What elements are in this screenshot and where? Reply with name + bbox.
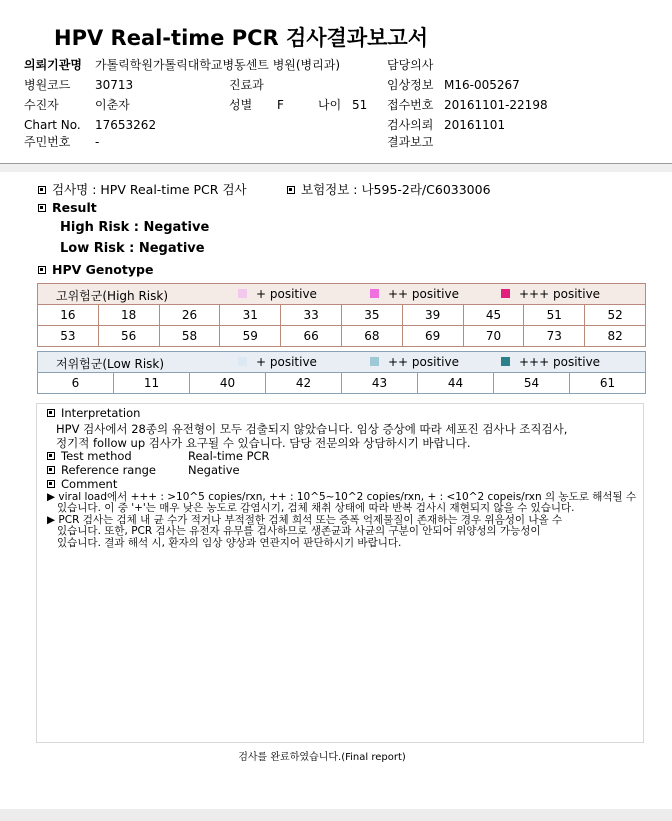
- method-label: Test method: [61, 449, 132, 463]
- report-title: HPV Real-time PCR 검사결과보고서: [54, 26, 428, 50]
- reference-label: Reference range: [61, 463, 157, 477]
- interpretation-line-1: HPV 검사에서 28종의 유전형이 모두 검출되지 않았습니다. 임상 증상에 따라 세포진 검사나 조직검사,: [56, 422, 568, 436]
- patient-label: 수진자: [24, 98, 59, 112]
- result-heading: Result: [52, 200, 97, 215]
- receipt-value: 20161101-22198: [444, 98, 548, 112]
- interpretation-heading: Interpretation: [61, 406, 141, 420]
- genotype-cell: 31: [220, 305, 281, 326]
- genotype-cell: 35: [341, 305, 402, 326]
- test-name-row: [38, 180, 247, 198]
- insurance-row: [287, 180, 491, 198]
- low-risk-table: [37, 351, 646, 394]
- legend-positive-2: ++ positive: [370, 355, 459, 369]
- comment-heading-row: [47, 477, 117, 491]
- legend-positive-1: + positive: [238, 355, 317, 369]
- resident-label: 주민번호: [24, 135, 71, 149]
- report-label: 결과보고: [387, 135, 434, 149]
- low-risk-result: Low Risk : Negative: [60, 241, 205, 256]
- low-risk-legend-row: [38, 352, 646, 373]
- genotype-cell: 39: [402, 305, 463, 326]
- sex-label: 성별: [229, 98, 253, 112]
- reference-row: [47, 463, 156, 477]
- genotype-cell: 82: [585, 326, 646, 347]
- doctor-label: 담당의사: [387, 58, 434, 72]
- genotype-cell: 16: [38, 305, 99, 326]
- bullet-square-icon: [47, 409, 55, 417]
- swatch-plus2: [370, 289, 379, 298]
- section-gutter: [0, 164, 672, 172]
- bullet-square-icon: [38, 266, 46, 274]
- method-row: [47, 449, 132, 463]
- legend-positive-1: + positive: [238, 287, 317, 301]
- test-name: 검사명 : HPV Real-time PCR 검사: [52, 182, 247, 197]
- bullet-square-icon: [47, 466, 55, 474]
- genotype-cell: 6: [38, 373, 114, 394]
- triangle-bullet-icon: ▶: [47, 514, 56, 526]
- interpretation-heading-row: [47, 406, 140, 420]
- swatch-plus2: [370, 357, 379, 366]
- clinical-value: M16-005267: [444, 78, 520, 92]
- genotype-cell: 61: [570, 373, 646, 394]
- genotype-cell: 70: [463, 326, 524, 347]
- high-risk-table: [37, 283, 646, 347]
- genotype-cell: 69: [402, 326, 463, 347]
- comment-1-line-2: 있습니다. 이 중 '+'는 매우 낮은 농도로 감염시기, 검체 채취 상태에 따라 반복 검사시 재현되지 않을 수 있습니다.: [57, 502, 575, 514]
- comment-heading: Comment: [61, 477, 118, 491]
- department-label: 진료과: [229, 78, 264, 92]
- legend-positive-3: +++ positive: [501, 355, 600, 369]
- high-risk-title: 고위험군(High Risk): [56, 289, 168, 303]
- bullet-square-icon: [287, 186, 295, 194]
- institution-label: 의뢰기관명: [24, 58, 82, 72]
- swatch-plus3: [501, 289, 510, 298]
- genotype-cell: 44: [418, 373, 494, 394]
- insurance-info: 보험정보 : 나595-2라/C6033006: [301, 182, 491, 197]
- bottom-bar: [0, 809, 672, 821]
- genotype-cell: 43: [342, 373, 418, 394]
- reference-value: Negative: [188, 463, 240, 477]
- result-heading-row: [38, 200, 97, 215]
- age-label: 나이: [318, 98, 342, 112]
- request-value: 20161101: [444, 118, 506, 132]
- genotype-cell: 68: [341, 326, 402, 347]
- genotype-cell: 53: [38, 326, 99, 347]
- genotype-heading: HPV Genotype: [52, 262, 154, 277]
- genotype-cell: 18: [98, 305, 159, 326]
- swatch-plus3: [501, 357, 510, 366]
- receipt-label: 접수번호: [387, 98, 434, 112]
- genotype-cell: 33: [281, 305, 342, 326]
- genotype-cell: 26: [159, 305, 220, 326]
- final-report-status: 검사를 완료하였습니다.(Final report): [238, 752, 406, 763]
- genotype-cell: 11: [114, 373, 190, 394]
- genotype-cell: 59: [220, 326, 281, 347]
- institution-value: 가톨릭학원가톨릭대학교병동센트 병원(병리과): [95, 58, 341, 72]
- clinical-label: 임상정보: [387, 78, 434, 92]
- age-value: 51: [352, 98, 368, 112]
- method-value: Real-time PCR: [188, 449, 270, 463]
- comment-1-line-1: ▶ viral load에서 +++ : >10^5 copies/rxn, ++ : 10^5~10^2 copies/rxn, + : <10^2 copeis/rxn 의 농도로 해석될 수: [47, 491, 637, 503]
- chart-value: 17653262: [95, 118, 157, 132]
- bullet-square-icon: [47, 452, 55, 460]
- genotype-cell: 40: [190, 373, 266, 394]
- high-risk-result: High Risk : Negative: [60, 220, 210, 235]
- swatch-plus1: [238, 357, 247, 366]
- genotype-cell: 42: [266, 373, 342, 394]
- genotype-cell: 56: [98, 326, 159, 347]
- high-risk-legend-row: [38, 284, 646, 305]
- genotype-heading-row: [38, 262, 153, 277]
- genotype-cell: 52: [585, 305, 646, 326]
- hospital-code-label: 병원코드: [24, 78, 71, 92]
- genotype-cell: 58: [159, 326, 220, 347]
- bullet-square-icon: [47, 480, 55, 488]
- genotype-cell: 73: [524, 326, 585, 347]
- patient-value: 이춘자: [95, 98, 130, 112]
- legend-positive-2: ++ positive: [370, 287, 459, 301]
- institution-row: [24, 55, 82, 75]
- low-risk-title: 저위험군(Low Risk): [56, 357, 165, 371]
- chart-label: Chart No.: [24, 118, 81, 132]
- bullet-square-icon: [38, 204, 46, 212]
- genotype-cell: 66: [281, 326, 342, 347]
- comment-2-line-3: 있습니다. 결과 해석 시, 환자의 임상 양상과 연관지어 판단하시기 바랍니다.: [57, 537, 402, 549]
- request-label: 검사의뢰: [387, 118, 434, 132]
- genotype-cell: 54: [494, 373, 570, 394]
- swatch-plus1: [238, 289, 247, 298]
- genotype-cell: 51: [524, 305, 585, 326]
- legend-positive-3: +++ positive: [501, 287, 600, 301]
- hospital-code-value: 30713: [95, 78, 134, 92]
- resident-value: -: [95, 135, 100, 149]
- bullet-square-icon: [38, 186, 46, 194]
- sex-value: F: [277, 98, 284, 112]
- comment-2-line-2: 있습니다. 또한, PCR 검사는 유전자 유무를 검사하므로 생존균과 사균의 구분이 안되어 위양성의 가능성이: [57, 525, 541, 537]
- interpretation-line-2: 정기적 follow up 검사가 요구될 수 있습니다. 담당 전문의와 상담하시기 바랍니다.: [56, 436, 471, 450]
- comment-2-line-1: ▶ PCR 검사는 검체 내 균 수가 적거나 부적절한 검체 희석 또는 증폭 억제물질이 존재하는 경우 위음성이 나올 수: [47, 514, 563, 526]
- genotype-cell: 45: [463, 305, 524, 326]
- triangle-bullet-icon: ▶: [47, 491, 56, 503]
